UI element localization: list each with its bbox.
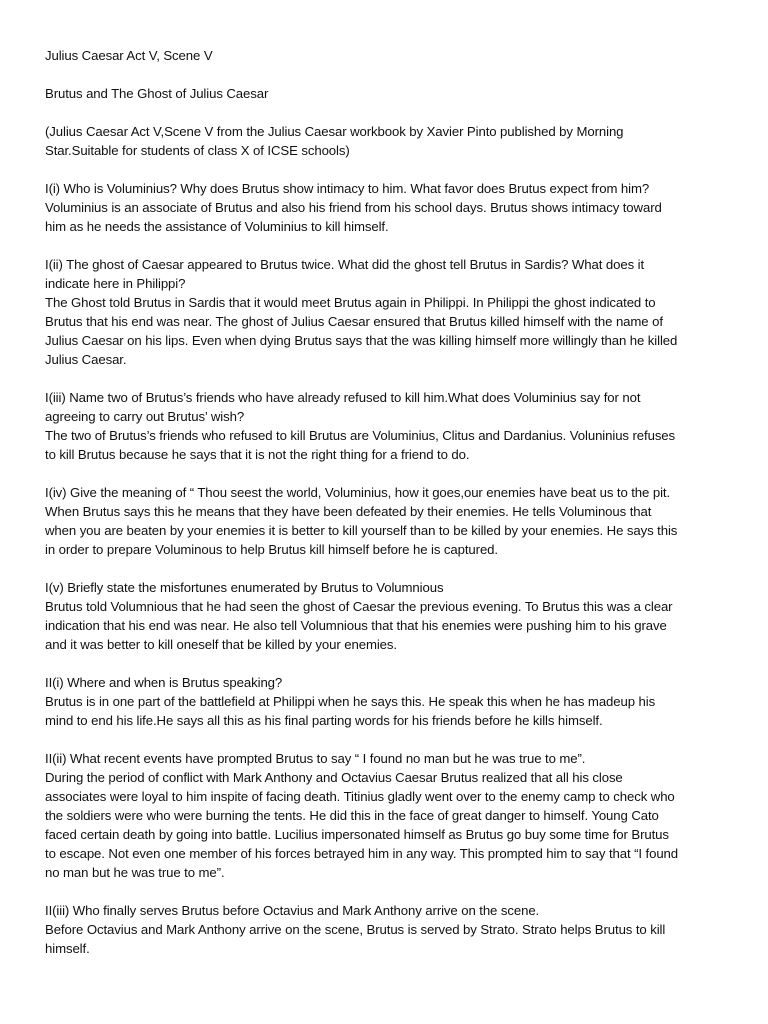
question-line: I(v) Briefly state the misfortunes enumerated by Brutus to Volumnious [45, 580, 444, 595]
qa-item [45, 749, 735, 882]
answer-line: mind to end his life.He says all this as his final parting words for his friends before he kills himself. [45, 713, 603, 728]
question-line: II(iii) Who finally serves Brutus before Octavius and Mark Anthony arrive on the scene. [45, 903, 540, 918]
answer-line: Voluminius is an associate of Brutus and also his friend from his school days. Brutus shows intimacy toward [45, 200, 662, 215]
question-line: II(i) Where and when is Brutus speaking? [45, 675, 283, 690]
question-line: indicate here in Philippi? [45, 276, 186, 291]
qa-item [45, 673, 735, 730]
qa-item [45, 578, 735, 654]
question-line: II(ii) What recent events have prompted Brutus to say “ I found no man but he was true to me”. [45, 751, 586, 766]
document-page [45, 46, 735, 977]
question-line: I(iv) Give the meaning of “ Thou seest the world, Voluminius, how it goes,our enemies have beat us to the pit. [45, 485, 671, 500]
document-subtitle: Brutus and The Ghost of Julius Caesar [45, 86, 269, 101]
intro-paragraph [45, 122, 735, 160]
answer-line: Brutus is in one part of the battlefield at Philippi when he says this. He speak this when he has madeup his [45, 694, 656, 709]
answer-line: Brutus that his end was near. The ghost of Julius Caesar ensured that Brutus killed himself with the name of [45, 314, 663, 329]
answer-line: When Brutus says this he means that they have been defeated by their enemies. He tells Voluminous that [45, 504, 652, 519]
answer-line: indication that his end was near. He also tell Volumnious that that his enemies were pushing him to his grave [45, 618, 667, 633]
question-line: agreeing to carry out Brutus’ wish? [45, 409, 245, 424]
answer-line: him as he needs the assistance of Voluminius to kill himself. [45, 219, 389, 234]
qa-item [45, 255, 735, 369]
answer-line: to escape. Not even one member of his forces betrayed him in any way. This prompted him to say that “I found [45, 846, 679, 861]
answer-line: associates were loyal to him inspite of facing death. Titinius gladly went over to the enemy camp to check who [45, 789, 675, 804]
answer-line: During the period of conflict with Mark Anthony and Octavius Caesar Brutus realized that all his close [45, 770, 623, 785]
qa-item [45, 388, 735, 464]
intro-line: (Julius Caesar Act V,Scene V from the Julius Caesar workbook by Xavier Pinto published by Morning [45, 124, 624, 139]
qa-item [45, 901, 735, 958]
answer-line: The two of Brutus’s friends who refused to kill Brutus are Voluminius, Clitus and Dardanius. Voluninius refuses [45, 428, 676, 443]
answer-line: the soldiers were who were burning the tents. He did this in the face of great danger to himself. Young Cato [45, 808, 659, 823]
document-title-block [45, 46, 735, 65]
answer-line: and it was better to kill oneself that be killed by your enemies. [45, 637, 397, 652]
qa-item [45, 483, 735, 559]
answer-line: no man but he was true to me”. [45, 865, 225, 880]
answer-line: The Ghost told Brutus in Sardis that it would meet Brutus again in Philippi. In Philippi the ghost indicated to [45, 295, 656, 310]
question-line: I(ii) The ghost of Caesar appeared to Brutus twice. What did the ghost tell Brutus in Sardis? What does it [45, 257, 645, 272]
answer-line: Brutus told Volumnious that he had seen the ghost of Caesar the previous evening. To Brutus this was a clear [45, 599, 673, 614]
answer-line: to kill Brutus because he says that it is not the right thing for a friend to do. [45, 447, 470, 462]
question-line: I(i) Who is Voluminius? Why does Brutus show intimacy to him. What favor does Brutus expect from him? [45, 181, 650, 196]
document-subtitle-block [45, 84, 735, 103]
intro-line: Star.Suitable for students of class X of ICSE schools) [45, 143, 350, 158]
answer-line: when you are beaten by your enemies it is better to kill yourself than to be killed by your enemies. He says this [45, 523, 678, 538]
question-line: I(iii) Name two of Brutus’s friends who have already refused to kill him.What does Voluminius say for not [45, 390, 641, 405]
qa-item [45, 179, 735, 236]
document-title: Julius Caesar Act V, Scene V [45, 48, 213, 63]
answer-line: Julius Caesar. [45, 352, 127, 367]
answer-line: Julius Caesar on his lips. Even when dying Brutus says that the was killing himself more willingly than he killed [45, 333, 678, 348]
answer-line: Before Octavius and Mark Anthony arrive on the scene, Brutus is served by Strato. Strato helps Brutus to kill [45, 922, 666, 937]
answer-line: faced certain death by going into battle. Lucilius impersonated himself as Brutus go buy some time for Brutus [45, 827, 669, 842]
answer-line: himself. [45, 941, 90, 956]
answer-line: in order to prepare Voluminous to help Brutus kill himself before he is captured. [45, 542, 498, 557]
